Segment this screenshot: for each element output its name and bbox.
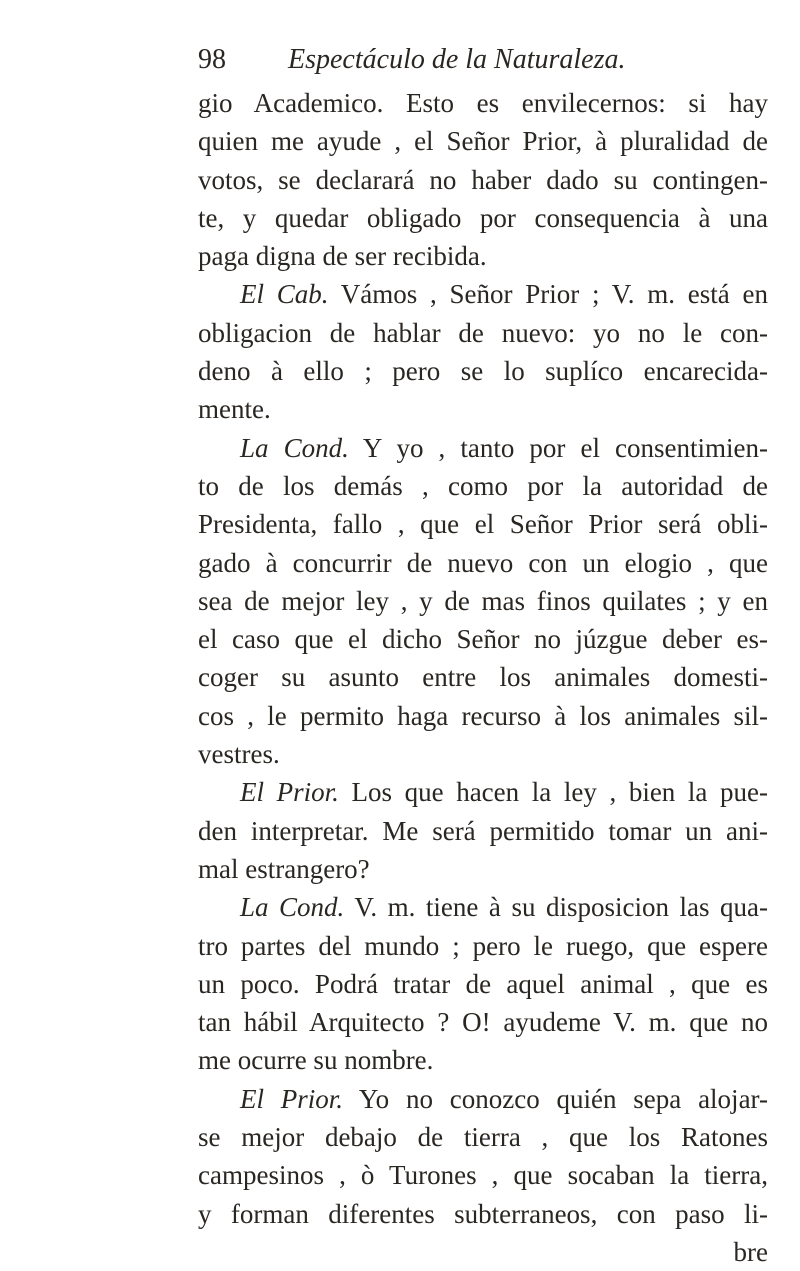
text-line [198,429,768,467]
text-line [198,237,768,275]
line-text: sea de mejor ley , y de mas finos quilates ; y en [198,585,768,616]
line-text: bre [733,1236,768,1267]
page-number: 98 [198,44,226,75]
line-text: se mejor debajo de tierra , que los Ratones [198,1122,768,1153]
text-line [198,467,768,505]
text-line [198,1195,768,1233]
line-text: gio Academico. Esto es envilecernos: si hay [198,88,768,118]
text-line [198,1041,768,1079]
line-text: Vámos , Señor Prior ; V. m. está en [328,279,768,310]
text-line [198,1233,768,1271]
page-header [198,44,626,80]
text-line [198,314,768,352]
speaker-name: El Cab. [240,279,329,310]
line-text: el caso que el dicho Señor no júzgue deber es- [198,624,768,655]
line-text: te, y quedar obligado por consequencia à una [198,202,768,233]
line-text: den interpretar. Me será permitido tomar un ani- [198,815,768,846]
body-text [198,84,768,1271]
text-line [198,658,768,696]
line-text: gado à concurrir de nuevo con un elogio , que [198,547,768,578]
line-text: tro partes del mundo ; pero le ruego, que espere [198,930,768,961]
text-line [198,1118,768,1156]
line-text: tan hábil Arquitecto ? O! ayudeme V. m. que no [198,1007,768,1038]
line-text: Y yo , tanto por el consentimien- [348,432,768,463]
line-text: votos, se declarará no haber dado su contingen- [198,164,768,195]
text-line [198,965,768,1003]
text-line [198,352,768,390]
text-line [198,1003,768,1041]
text-line [198,1156,768,1194]
speaker-name: La Cond. [240,892,345,923]
text-line [198,161,768,199]
speaker-name: La Cond. [240,432,349,463]
line-text: campesinos , ò Turones , que socaban la tierra, [198,1160,768,1191]
text-line [198,582,768,620]
text-line [198,927,768,965]
text-line [198,1080,768,1118]
text-line [198,390,768,428]
text-line [198,122,768,160]
text-line [198,888,768,926]
line-text: Los que hacen la ley , bien la pue- [338,777,768,808]
text-line [198,620,768,658]
speaker-name: El Prior. [240,777,339,808]
line-text: mente. [198,394,271,425]
text-line [198,544,768,582]
line-text: Yo no conozco quién sepa alojar- [343,1083,768,1114]
text-line [198,735,768,773]
text-line [198,812,768,850]
line-text: cos , le permito haga recurso à los animales sil- [198,700,768,731]
text-line [198,275,768,313]
line-text: Presidenta, fallo , que el Señor Prior será obli- [198,509,768,540]
line-text: to de los demás , como por la autoridad de [198,470,768,501]
line-text: quien me ayude , el Señor Prior, à pluralidad de [198,126,768,157]
text-line [198,697,768,735]
text-line [198,505,768,543]
text-line [198,84,768,122]
line-text: mal estrangero? [198,853,370,884]
speaker-name: El Prior. [240,1083,344,1114]
line-text: me ocurre su nombre. [198,1045,434,1076]
line-text: y forman diferentes subterraneos, con paso li- [198,1198,768,1229]
text-line [198,199,768,237]
line-text: un poco. Podrá tratar de aquel animal , que es [198,968,768,999]
running-title: Espectáculo de la Naturaleza. [288,44,626,75]
line-text: obligacion de hablar de nuevo: yo no le con- [198,317,768,348]
line-text: vestres. [198,739,280,770]
text-line [198,850,768,888]
text-line [198,773,768,811]
line-text: coger su asunto entre los animales domesti- [198,662,768,693]
line-text: V. m. tiene à su disposicion las qua- [344,892,768,923]
line-text: paga digna de ser recibida. [198,241,487,272]
line-text: deno à ello ; pero se lo suplíco encarecida- [198,356,768,387]
